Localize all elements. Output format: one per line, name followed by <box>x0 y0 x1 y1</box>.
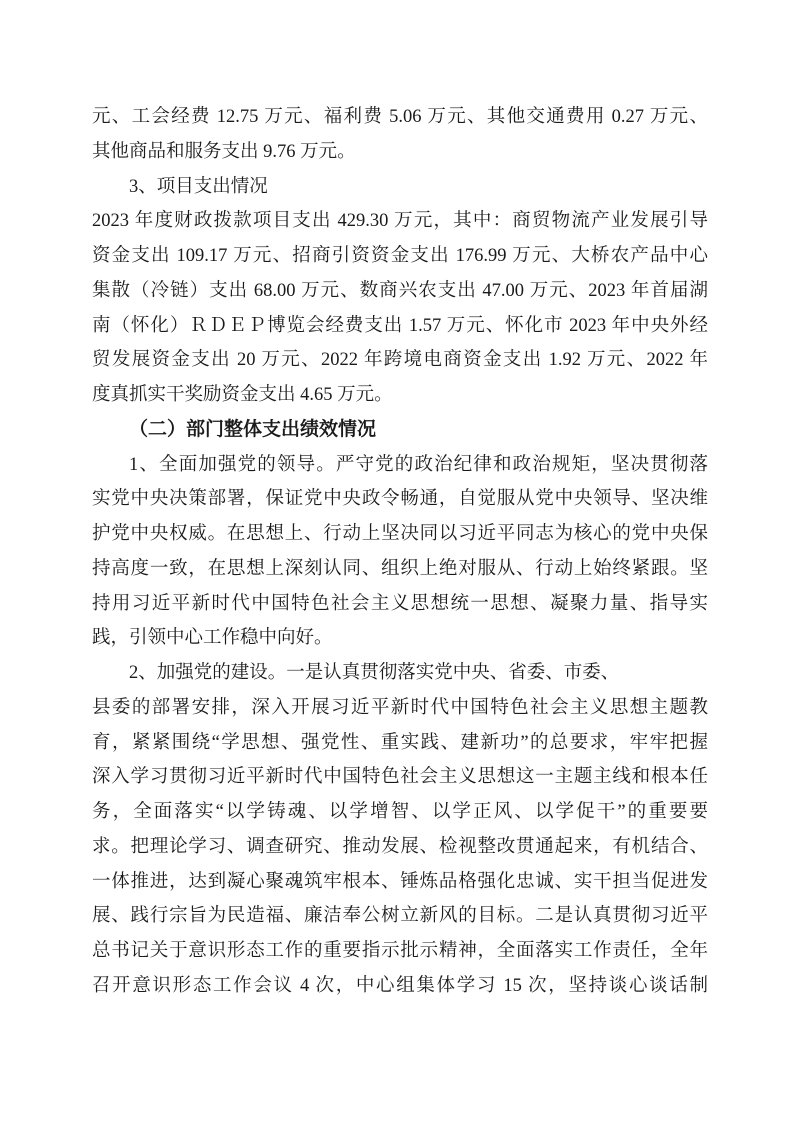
text-line: 3、项目支出情况 <box>129 176 268 197</box>
text-line: 南（怀化）ＲＤＥＰ博览会经费支出 1.57 万元、怀化市 2023 年中央外经 <box>92 315 708 336</box>
text-line: 度真抓实干奖励资金支出 4.65 万元。 <box>92 385 393 405</box>
text-line: 持高度一致，在思想上深刻认同、组织上绝对服从、行动上始终紧跟。坚 <box>92 558 708 579</box>
text-line: 集散（冷链）支出 68.00 万元、数商兴农支出 47.00 万元、2023 年首届湖 <box>92 280 708 301</box>
text-line: 元、工会经费 12.75 万元、福利费 5.06 万元、其他交通费用 0.27 万元、 <box>92 107 708 127</box>
text-line: 持用习近平新时代中国特色社会主义思想统一思想、凝聚力量、指导实 <box>92 593 708 614</box>
text-line: 求。把理论学习、调查研究、推动发展、检视整改贯通起来，有机结合、 <box>92 836 708 857</box>
text-line: 实党中央决策部署，保证党中央政令畅通，自觉服从党中央领导、坚决维 <box>92 489 708 510</box>
text-line: 县委的部署安排，深入开展习近平新时代中国特色社会主义思想主题教 <box>92 697 708 718</box>
text-line: 资金支出 109.17 万元、招商引资资金支出 176.99 万元、大桥农产品中心 <box>92 246 708 266</box>
text-line: 2、加强党的建设。一是认真贯彻落实党中央、省委、市委、 <box>129 663 620 683</box>
document-body <box>92 100 708 1004</box>
text-line: 护党中央权威。在思想上、行动上坚决同以习近平同志为核心的党中央保 <box>92 524 708 544</box>
text-line: 总书记关于意识形态工作的重要指示批示精神，全面落实工作责任，全年 <box>92 941 708 961</box>
text-line: 深入学习贯彻习近平新时代中国特色社会主义思想这一主题主线和根本任 <box>92 767 708 788</box>
text-line: 召开意识形态工作会议 4 次，中心组集体学习 15 次，坚持谈心谈话制 <box>92 975 708 996</box>
text-line: 1、全面加强党的领导。严守党的政治纪律和政治规矩，坚决贯彻落 <box>129 454 708 475</box>
text-line: 其他商品和服务支出 9.76 万元。 <box>92 141 356 162</box>
text-line: 贸发展资金支出 20 万元、2022 年跨境电商资金支出 1.92 万元、2022 年 <box>92 350 708 371</box>
text-line: 一体推进，达到凝心聚魂筑牢根本、锤炼品格强化忠诚、实干担当促进发 <box>92 871 708 892</box>
section-heading: （二）部门整体支出绩效情况 <box>129 418 377 440</box>
text-line: 2023 年度财政拨款项目支出 429.30 万元，其中：商贸物流产业发展引导 <box>92 211 708 232</box>
text-line: 展、践行宗旨为民造福、廉洁奉公树立新风的目标。二是认真贯彻习近平 <box>92 906 708 927</box>
text-line: 践，引领中心工作稳中向好。 <box>92 628 333 649</box>
text-line: 育，紧紧围绕“学思想、强党性、重实践、建新功”的总要求，牢牢把握 <box>92 732 708 753</box>
text-line: 务，全面落实“以学铸魂、以学增智、以学正风、以学促干”的重要要 <box>92 802 708 822</box>
